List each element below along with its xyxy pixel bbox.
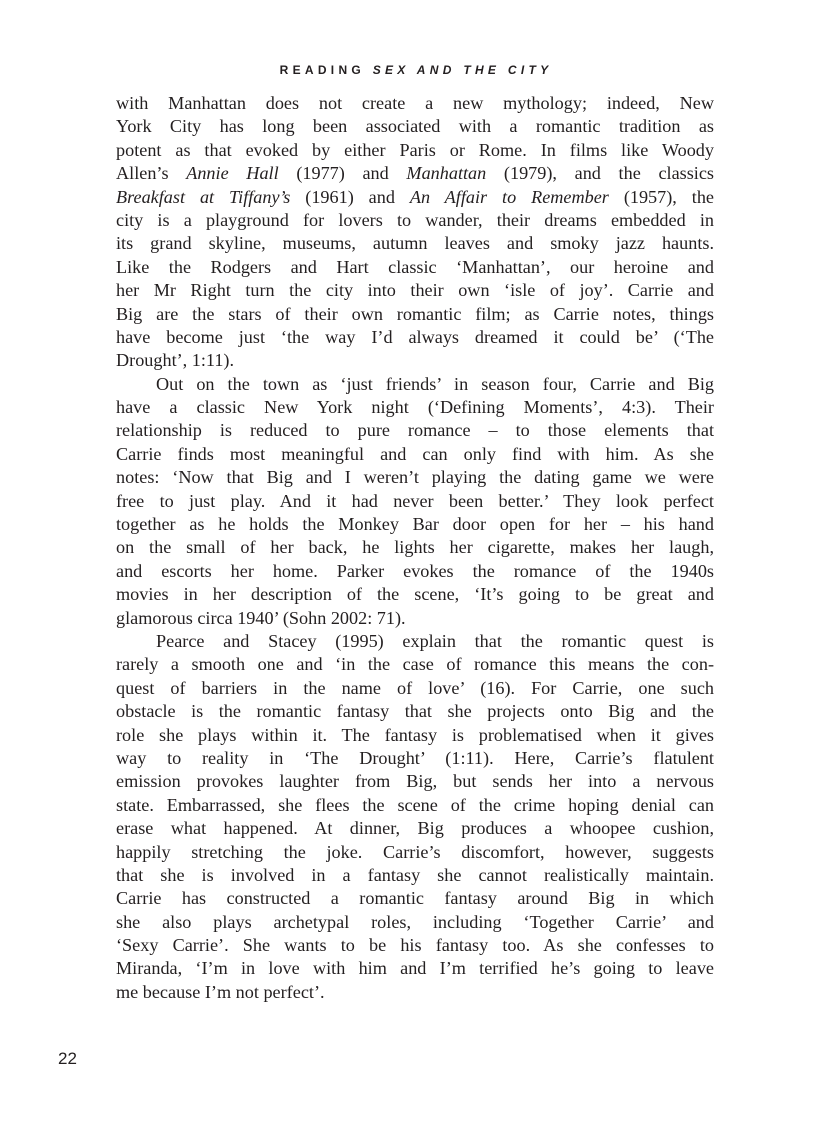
page-number: 22 [58, 1049, 77, 1068]
text-line: obstacle is the romantic fantasy that she projects onto Big and the [116, 701, 714, 722]
running-head-prefix: READING [279, 63, 373, 77]
text-line: rarely a smooth one and ‘in the case of romance this means the con- [116, 654, 714, 675]
text-fragment: Allen’s [116, 163, 187, 184]
film-title: An Affair to Remember [409, 186, 609, 207]
text-line: with Manhattan does not create a new mythology; indeed, New [116, 93, 714, 113]
text-line: city is a playground for lovers to wander, their dreams embedded in [116, 209, 714, 230]
text-line: movies in her description of the scene, ‘It’s going to be great and [116, 584, 714, 605]
text-line: Like the Rodgers and Hart classic ‘Manhattan’, our heroine and [116, 256, 714, 277]
text-line: role she plays within it. The fantasy is problematised when it gives [116, 724, 714, 745]
text-line: free to just play. And it had never been better.’ They look perfect [116, 490, 714, 511]
text-line: way to reality in ‘The Drought’ (1:11). Here, Carrie’s flatulent [116, 747, 714, 768]
text-fragment: (1957), the [608, 186, 714, 207]
text-line: Drought’, 1:11). [116, 350, 235, 371]
running-head [0, 63, 816, 77]
text-line: Carrie has constructed a romantic fantasy around Big in which [116, 888, 714, 909]
text-line [116, 162, 714, 185]
text-line: Miranda, ‘I’m in love with him and I’m terrified he’s going to leave [116, 958, 714, 979]
film-title: Annie Hall [186, 163, 279, 184]
paragraph-1 [116, 92, 714, 373]
text-line: on the small of her back, he lights her cigarette, makes her laugh, [116, 537, 714, 558]
text-line: her Mr Right turn the city into their own ‘isle of joy’. Carrie and [116, 280, 714, 301]
text-line: that she is involved in a fantasy she cannot realistically maintain. [116, 864, 714, 885]
text-line: glamorous circa 1940’ (Sohn 2002: 71). [116, 607, 406, 628]
text-line: notes: ‘Now that Big and I weren’t playing the dating game we were [116, 467, 714, 488]
text-line: me because I’m not perfect’. [116, 981, 325, 1002]
film-title: Manhattan [406, 163, 487, 184]
paragraph-3 [116, 630, 714, 1004]
text-line: erase what happened. At dinner, Big produces a whoopee cushion, [116, 818, 714, 839]
text-line: and escorts her home. Parker evokes the romance of the 1940s [116, 560, 714, 581]
text-line: ‘Sexy Carrie’. She wants to be his fantasy too. As she confesses to [116, 935, 714, 956]
text-line: potent as that evoked by either Paris or Rome. In films like Woody [116, 139, 714, 160]
paragraph-2 [116, 373, 714, 630]
text-line: happily stretching the joke. Carrie’s discomfort, however, suggests [116, 841, 714, 862]
text-line: Carrie finds most meaningful and can only find with him. As she [116, 443, 714, 464]
text-fragment: (1979), and the classics [486, 163, 715, 184]
text-line: relationship is reduced to pure romance – to those elements that [116, 420, 714, 441]
film-title: Breakfast at Tiffany’s [116, 186, 291, 207]
text-line [116, 186, 714, 209]
text-fragment: (1961) and [290, 186, 410, 207]
text-fragment: (1977) and [278, 163, 407, 184]
body-text [116, 92, 714, 1004]
text-line: Big are the stars of their own romantic film; as Carrie notes, things [116, 303, 714, 324]
text-line: its grand skyline, museums, autumn leaves and smoky jazz haunts. [116, 233, 714, 254]
running-head-title: SEX AND THE CITY [372, 63, 553, 77]
text-line: she also plays archetypal roles, including ‘Together Carrie’ and [116, 911, 714, 932]
text-line: Out on the town as ‘just friends’ in season four, Carrie and Big [156, 373, 714, 394]
text-line: quest of barriers in the name of love’ (16). For Carrie, one such [116, 677, 714, 698]
text-line: have a classic New York night (‘Defining Moments’, 4:3). Their [116, 397, 714, 418]
text-line: York City has long been associated with a romantic tradition as [116, 116, 714, 137]
text-line: state. Embarrassed, she flees the scene of the crime hoping denial can [116, 794, 714, 815]
text-line: emission provokes laughter from Big, but sends her into a nervous [116, 771, 714, 792]
text-line: together as he holds the Monkey Bar door open for her – his hand [116, 514, 714, 535]
text-line: Pearce and Stacey (1995) explain that the romantic quest is [156, 630, 714, 651]
text-line: have become just ‘the way I’d always dreamed it could be’ (‘The [116, 326, 714, 347]
